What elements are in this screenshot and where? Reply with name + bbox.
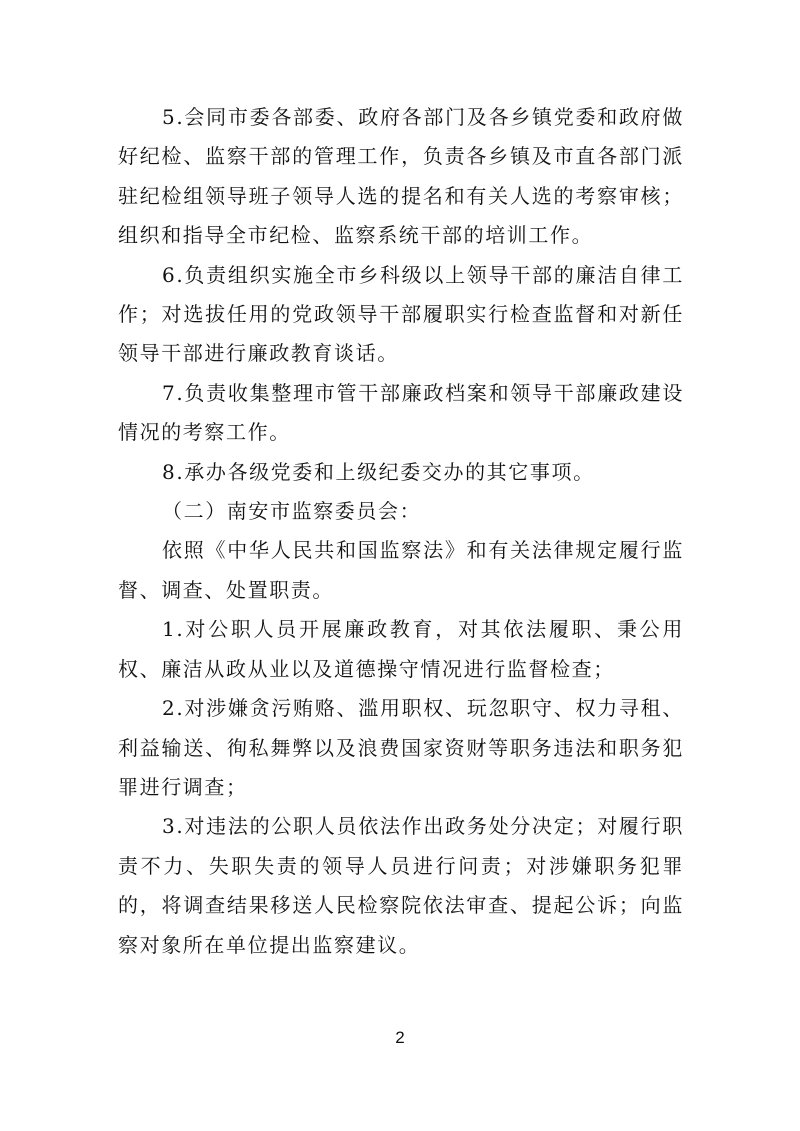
page-number: 2 (395, 1028, 405, 1047)
document-body (118, 98, 684, 965)
paragraph-item-6: 6.负责组织实施全市乡科级以上领导干部的廉洁自律工作；对选拔任用的党政领导干部履职实行检查监督和对新任领导干部进行廉政教育谈话。 (118, 262, 684, 366)
paragraph-item-2: 2.对涉嫌贪污贿赂、滥用职权、玩忽职守、权力寻租、利益输送、徇私舞弊以及浪费国家资财等职务违法和职务犯罪进行调查； (118, 696, 684, 799)
paragraph-item-8: 8.承办各级党委和上级纪委交办的其它事项。 (162, 459, 595, 484)
section-heading-supervision-commission: （二）南安市监察委员会： (162, 499, 422, 524)
paragraph-item-5: 5.会同市委各部委、政府各部门及各乡镇党委和政府做好纪检、监察干部的管理工作，负责各乡镇及市直各部门派驻纪检组领导班子领导人选的提名和有关人选的考察审核；组织和指导全市纪检、监察系统干部的培训工作。 (118, 105, 684, 248)
paragraph-item-7: 7.负责收集整理市管干部廉政档案和领导干部廉政建设情况的考察工作。 (118, 380, 684, 445)
paragraph-item-3: 3.对违法的公职人员依法作出政务处分决定；对履行职责不力、失职失责的领导人员进行问责；对涉嫌职务犯罪的，将调查结果移送人民检察院依法审查、提起公诉；向监察对象所在单位提出监察建议。 (118, 814, 684, 957)
paragraph-legal-basis: 依照《中华人民共和国监察法》和有关法律规定履行监督、调查、处置职责。 (118, 538, 684, 602)
paragraph-item-1: 1.对公职人员开展廉政教育，对其依法履职、秉公用权、廉洁从政从业以及道德操守情况进行监督检查； (118, 617, 684, 681)
